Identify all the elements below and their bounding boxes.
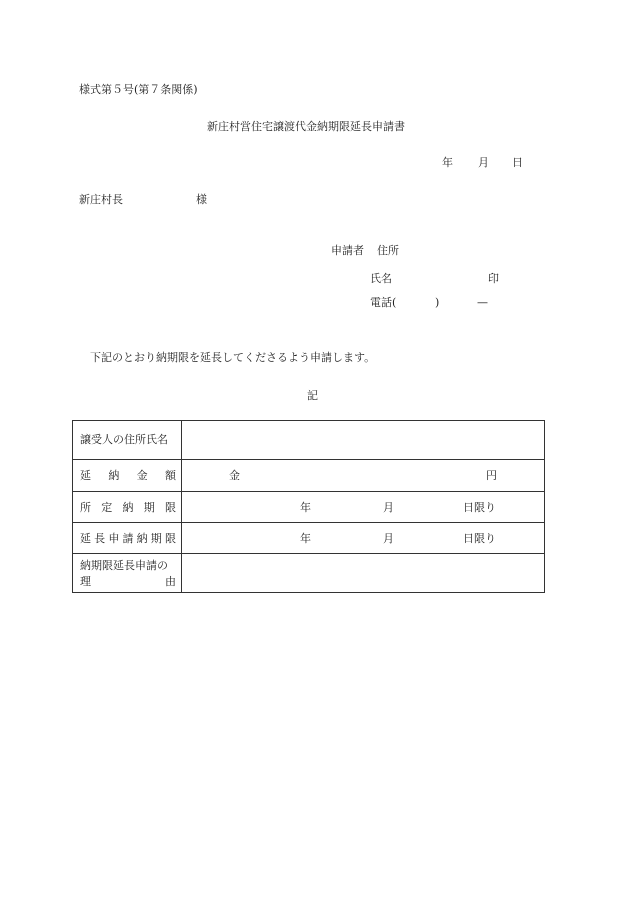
reason-label-line2 <box>80 576 176 587</box>
extended-deadline-label-char: 申 <box>108 532 120 545</box>
original-deadline-label-char: 納 <box>122 501 134 514</box>
note-heading: 記 <box>307 389 318 402</box>
table-row-extended-deadline <box>73 523 544 554</box>
reason-label-char: 理 <box>80 575 91 588</box>
table-row-reason <box>73 554 544 592</box>
table-row-transferee <box>73 421 544 460</box>
document-title: 新庄村営住宅譲渡代金納期限延長申請書 <box>207 120 405 133</box>
extended-deadline-day: 日限り <box>463 532 496 545</box>
original-deadline-label <box>80 502 176 513</box>
deferred-amount-label-char: 延 <box>80 469 91 482</box>
addressee-honorific: 様 <box>196 193 207 206</box>
addressee-name: 新庄村長 <box>79 193 123 206</box>
original-deadline-year: 年 <box>300 501 311 514</box>
original-deadline-label-char: 定 <box>101 501 113 514</box>
amount-yen-label: 円 <box>486 469 497 482</box>
table-row-deferred-amount <box>73 460 544 492</box>
extended-deadline-label-char: 延 <box>80 532 91 545</box>
request-table <box>72 420 545 593</box>
extended-deadline-month: 月 <box>383 532 394 545</box>
original-deadline-label-char: 期 <box>143 501 155 514</box>
original-deadline-label-char: 限 <box>165 501 176 514</box>
deferred-amount-label-char: 金 <box>136 469 148 482</box>
applicant-seal-label: 印 <box>488 272 499 285</box>
original-deadline-month: 月 <box>383 501 394 514</box>
original-deadline-label-char: 所 <box>80 501 91 514</box>
applicant-name-label: 氏名 <box>370 272 392 285</box>
extended-deadline-label-char: 期 <box>150 532 162 545</box>
deferred-amount-label <box>80 470 176 481</box>
applicant-phone-label: 電話( <box>370 296 397 309</box>
date-day-label: 日 <box>512 156 523 169</box>
date-year-label: 年 <box>442 156 453 169</box>
original-deadline-day: 日限り <box>463 501 496 514</box>
request-body-text: 下記のとおり納期限を延長してくださるよう申請します。 <box>90 351 376 364</box>
extended-deadline-label <box>80 533 176 544</box>
applicant-phone-close: ) <box>435 296 440 309</box>
extended-deadline-label-char: 納 <box>136 532 148 545</box>
extended-deadline-label-char: 限 <box>164 532 176 545</box>
form-number: 様式第５号(第７条関係) <box>79 83 198 96</box>
amount-kin-label: 金 <box>229 469 240 482</box>
table-row-original-deadline <box>73 492 544 523</box>
applicant-address-label: 住所 <box>377 244 399 257</box>
extended-deadline-label-char: 長 <box>94 532 106 545</box>
extended-deadline-year: 年 <box>300 532 311 545</box>
extended-deadline-label-char: 請 <box>122 532 134 545</box>
reason-label-line1: 納期限延長申請の <box>80 559 168 572</box>
reason-label-char: 由 <box>165 575 176 588</box>
transferee-label: 譲受人の住所氏名 <box>80 433 168 446</box>
deferred-amount-label-char: 額 <box>164 469 176 482</box>
applicant-phone-dash: — <box>477 296 488 309</box>
applicant-label: 申請者 <box>331 244 364 257</box>
date-month-label: 月 <box>478 156 489 169</box>
deferred-amount-label-char: 納 <box>108 469 120 482</box>
